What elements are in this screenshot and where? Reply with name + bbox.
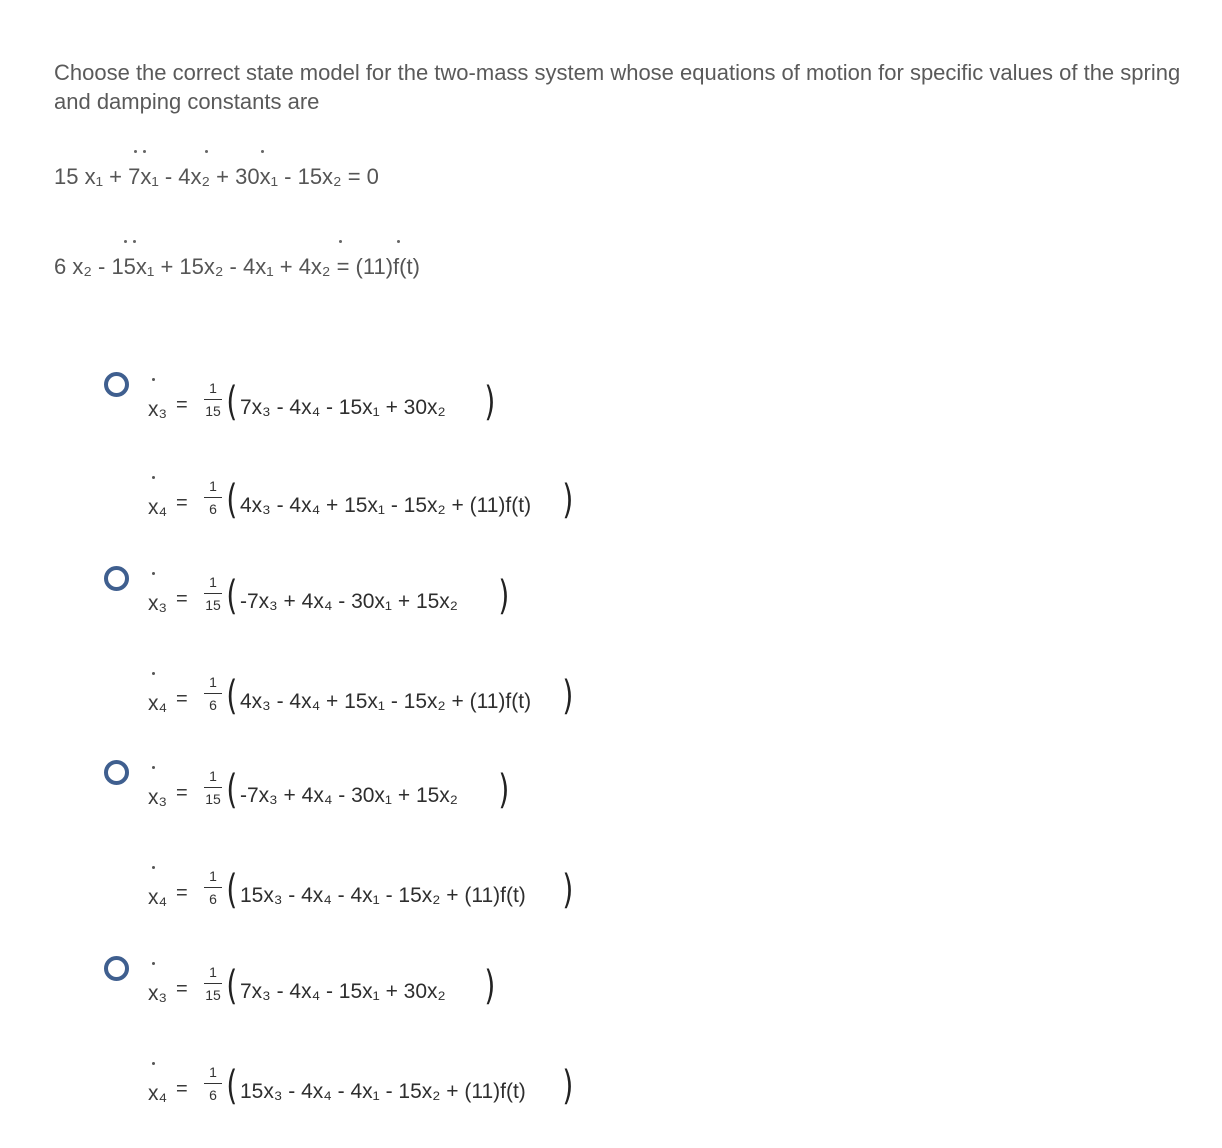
expression: 15x₃ - 4x₄ - 4x₁ - 15x₂ + (11)f(t) — [240, 884, 526, 907]
dot-mark — [152, 866, 155, 869]
double-dot-mark — [143, 150, 146, 153]
lhs: x₃ — [148, 982, 168, 1005]
dot-mark — [152, 1062, 155, 1065]
equation-2 — [54, 240, 474, 280]
equation-2-text: 6 x₂ - 15x₁ + 15x₂ - 4x₁ + 4x₂ = (11)f(t) — [54, 254, 420, 279]
open-paren: ( — [226, 867, 238, 913]
close-paren: ) — [562, 867, 574, 913]
equals-sign: = — [176, 1078, 188, 1100]
open-paren: ( — [226, 379, 238, 425]
fraction: 1 15 — [205, 574, 221, 613]
dot-mark — [339, 240, 342, 243]
dot-mark — [205, 150, 208, 153]
lhs: x₄ — [148, 886, 168, 909]
lhs: x₃ — [148, 592, 168, 615]
close-paren: ) — [498, 767, 510, 813]
fraction: 1 6 — [202, 674, 224, 713]
double-dot-mark — [133, 240, 136, 243]
dot-mark — [397, 240, 400, 243]
open-paren: ( — [226, 963, 238, 1009]
equals-sign: = — [176, 882, 188, 904]
close-paren: ) — [562, 477, 574, 523]
equals-sign: = — [176, 492, 188, 514]
double-dot-mark — [124, 240, 127, 243]
dot-mark — [152, 572, 155, 575]
open-paren: ( — [226, 1063, 238, 1109]
expression: 7x₃ - 4x₄ - 15x₁ + 30x₂ — [240, 980, 446, 1003]
dot-mark — [152, 672, 155, 675]
open-paren: ( — [226, 573, 238, 619]
dot-mark — [152, 962, 155, 965]
close-paren: ) — [484, 963, 496, 1009]
option-b-radio[interactable] — [104, 566, 129, 591]
question-prompt: Choose the correct state model for the two-mass system whose equations of motion for specific values of the spring and damping constants are — [54, 60, 1181, 114]
option-d-radio[interactable] — [104, 956, 129, 981]
expression: 7x₃ - 4x₄ - 15x₁ + 30x₂ — [240, 396, 446, 419]
expression: 15x₃ - 4x₄ - 4x₁ - 15x₂ + (11)f(t) — [240, 1080, 526, 1103]
expression: 4x₃ - 4x₄ + 15x₁ - 15x₂ + (11)f(t) — [240, 690, 532, 713]
lhs: x₄ — [148, 692, 168, 715]
open-paren: ( — [226, 673, 238, 719]
fraction: 1 6 — [202, 478, 224, 517]
dot-mark — [152, 378, 155, 381]
equation-1-text: 15 x₁ + 7x₁ - 4x₂ + 30x₁ - 15x₂ = 0 — [54, 164, 379, 189]
fraction: 1 15 — [205, 768, 221, 807]
lhs: x₄ — [148, 1082, 168, 1105]
equals-sign: = — [176, 394, 188, 416]
open-paren: ( — [226, 477, 238, 523]
close-paren: ) — [484, 379, 496, 425]
expression: -7x₃ + 4x₄ - 30x₁ + 15x₂ — [240, 590, 458, 613]
expression: 4x₃ - 4x₄ + 15x₁ - 15x₂ + (11)f(t) — [240, 494, 532, 517]
equation-1 — [54, 150, 454, 190]
equals-sign: = — [176, 688, 188, 710]
open-paren: ( — [226, 767, 238, 813]
close-paren: ) — [562, 673, 574, 719]
equals-sign: = — [176, 782, 188, 804]
fraction: 1 15 — [205, 380, 221, 419]
fraction: 1 6 — [202, 868, 224, 907]
dot-mark — [261, 150, 264, 153]
fraction: 1 15 — [205, 964, 221, 1003]
dot-mark — [152, 766, 155, 769]
equals-sign: = — [176, 588, 188, 610]
option-a-radio[interactable] — [104, 372, 129, 397]
lhs: x₃ — [148, 786, 168, 809]
lhs: x₄ — [148, 496, 168, 519]
close-paren: ) — [562, 1063, 574, 1109]
double-dot-mark — [134, 150, 137, 153]
close-paren: ) — [498, 573, 510, 619]
dot-mark — [152, 476, 155, 479]
lhs: x₃ — [148, 398, 168, 421]
expression: -7x₃ + 4x₄ - 30x₁ + 15x₂ — [240, 784, 458, 807]
fraction: 1 6 — [202, 1064, 224, 1103]
option-c-radio[interactable] — [104, 760, 129, 785]
equals-sign: = — [176, 978, 188, 1000]
